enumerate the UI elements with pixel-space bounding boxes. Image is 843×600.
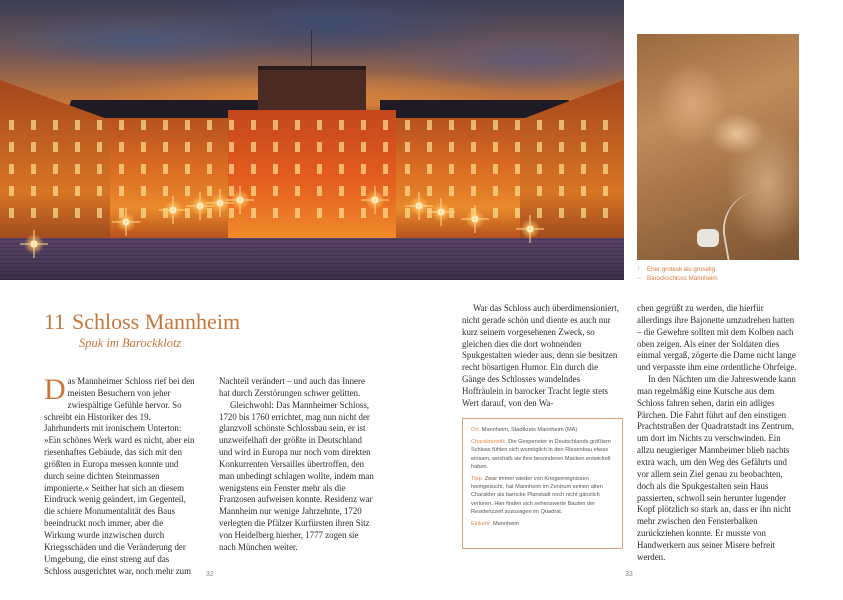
chapter-title: Schloss Mannheim bbox=[72, 309, 241, 334]
info-entry-einkehr bbox=[471, 520, 614, 528]
info-text: Die Gespenster in Deutschlands größtem Schloss fühlen sich womöglich in den Riesenbau etwas einsam, weshalb sie ihre besonderen Macken entwickelt haben. bbox=[471, 439, 611, 470]
fountain-spout bbox=[697, 229, 719, 247]
cobbled-plaza bbox=[0, 238, 624, 280]
body-column-3 bbox=[462, 303, 622, 410]
info-text: Mannheim, Stadtkreis Mannheim (MA) bbox=[481, 427, 578, 433]
caption-row bbox=[637, 265, 718, 274]
body-column-1 bbox=[44, 373, 196, 577]
ground-light-icon bbox=[159, 196, 187, 224]
info-label: Einkehr bbox=[471, 521, 490, 528]
paragraph: War das Schloss auch überdimensioniert, nicht gerade schön und diente es auch nur kurz seinem vorgesehenen Zweck, so gleichen dies die dort wohnenden Spukgestalten wieder aus, denn sie besitzen recht bösartigen Humor. Ein durch die Gänge des Schlosses wandelndes Hoffräulein in barocker Tracht legte stets Wert darauf, von den Wa- bbox=[462, 303, 619, 408]
paragraph bbox=[44, 373, 196, 577]
side-photo-fountain-head bbox=[637, 34, 799, 260]
ground-light-icon bbox=[361, 186, 389, 214]
info-entry-tipp bbox=[471, 475, 614, 516]
ground-light-icon bbox=[427, 198, 455, 226]
info-label: Charakteristik bbox=[471, 439, 506, 446]
chapter-heading bbox=[44, 309, 240, 335]
ground-light-icon bbox=[112, 208, 140, 236]
hero-photo-schloss-mannheim bbox=[0, 0, 624, 280]
page-number-left: 32 bbox=[206, 571, 214, 578]
paragraph: Nachteil verändert – und auch das Innere hat durch Zerstörungen schwer gelitten. bbox=[219, 376, 365, 398]
info-box bbox=[462, 418, 623, 549]
caption-text: Barockschloss Mannheim bbox=[647, 275, 718, 282]
ground-light-icon bbox=[20, 230, 48, 258]
caption-text: Eher grotesk als gruselig bbox=[647, 266, 716, 273]
body-column-4 bbox=[637, 303, 797, 564]
chapter-number: 11 bbox=[44, 309, 66, 334]
page-number-right: 33 bbox=[625, 571, 633, 578]
arrow-up-icon: ↑ bbox=[637, 266, 640, 272]
info-text: Zwar immer wieder von Kriegsereignissen heimgesucht, hat Mannheim im Zentrum seinen alten Charakter als barocke Planstadt noch nicht gänzlich verloren. Hier finden sich sehenswerte Bauten der Residenzzeit sozusagen im Quadrat. bbox=[471, 476, 603, 515]
lit-windows bbox=[0, 120, 624, 230]
paragraph: In den Nächten um die Jahreswende kann man regelmäßig eine Kutsche aus dem Schloss fahren sehen, darin ein adliges Pärchen. Die Fahrt führt auf den einstigen Prachtstraßen der Quadratstadt ins Zentrum, um dort im Nichts zu verschwinden. Ein allzu neugieriger Mannheimer blieb nachts extra wach, um den Weg des Gefährts und vor allem sein Ziel genau zu beobachten, doch als die Spukgestalten sein Haus passierten, schwoll sein herunter lugender Kopf plötzlich so stark an, dass er ihn nicht mehr zwischen den Fensterbalken zurückziehen konnte. Er musste von Handwerkern aus seiner Misere befreit werden. bbox=[637, 374, 796, 562]
flagpole bbox=[311, 30, 312, 68]
body-column-2 bbox=[219, 376, 374, 554]
drop-cap: D bbox=[44, 373, 66, 406]
paragraph: chen gegrüßt zu werden, die hierfür allerdings ihre Bajonette umzudrehen hatten – die Gewehre sollten mit dem Kolben nach oben zeigen. Als einer der Soldaten dies einmal vergaß, zögerte die Dame nicht lange und verpasste ihm eine ordentliche Ohrfeige. bbox=[637, 303, 797, 373]
ground-light-icon bbox=[226, 186, 254, 214]
info-text: Mannheim bbox=[492, 521, 520, 528]
info-label: Tipp bbox=[471, 476, 482, 483]
ground-light-icon bbox=[516, 215, 544, 243]
arrow-left-icon: ← bbox=[637, 275, 643, 281]
info-label: Ort bbox=[471, 427, 479, 433]
paragraph-text: as Mannheimer Schloss rief bei den meisten Besuchern von jeher zwiespältige Gefühle hervor. So schreibt ein Historiker des 19. Jahrhunderts mit ironischem Unterton: »Ein schönes Werk ward es nicht, aber ein riesenhaftes Gebäude, das sich mit den größten in Europa messen konnte und durch seine dichten Steinmassen imponierte.« Seither hat sich an diesem Eindruck wenig geändert, im Gegenteil, die schiere Monumentalität des Baus beeindruckt noch immer, aber die Wirkung wurde inzwischen durch Kriegsschäden und die Veränderung der Umgebung, die einst streng auf das Schloss ausgerichtet war, noch mehr zum bbox=[44, 376, 195, 576]
paragraph: Gleichwohl: Das Mannheimer Schloss, 1720 bis 1760 errichtet, mag nun nicht der glanzvoll schönste Schlossbau sein, er ist unzweifelhaft der größte in Deutschland und wird in Europa nur noch vom direkten Konkurrenten Versailles übertroffen, den man unbedingt schlagen wollte, indem man wenigstens ein Fenster mehr als die Franzosen aufweisen konnte. Residenz war Mannheim nur wenige Jahrzehnte, 1720 verlegten die Pfälzer Kurfürsten ihren Sitz von Heidelberg hierher, 1777 zogen sie nach München weiter. bbox=[219, 399, 374, 552]
info-entry-charakteristik bbox=[471, 438, 614, 471]
water-stream bbox=[717, 191, 768, 260]
photo-captions bbox=[637, 265, 718, 283]
info-entry-ort bbox=[471, 426, 614, 434]
chapter-subtitle: Spuk im Barockklotz bbox=[79, 336, 182, 350]
caption-row bbox=[637, 274, 718, 283]
ground-light-icon bbox=[461, 205, 489, 233]
